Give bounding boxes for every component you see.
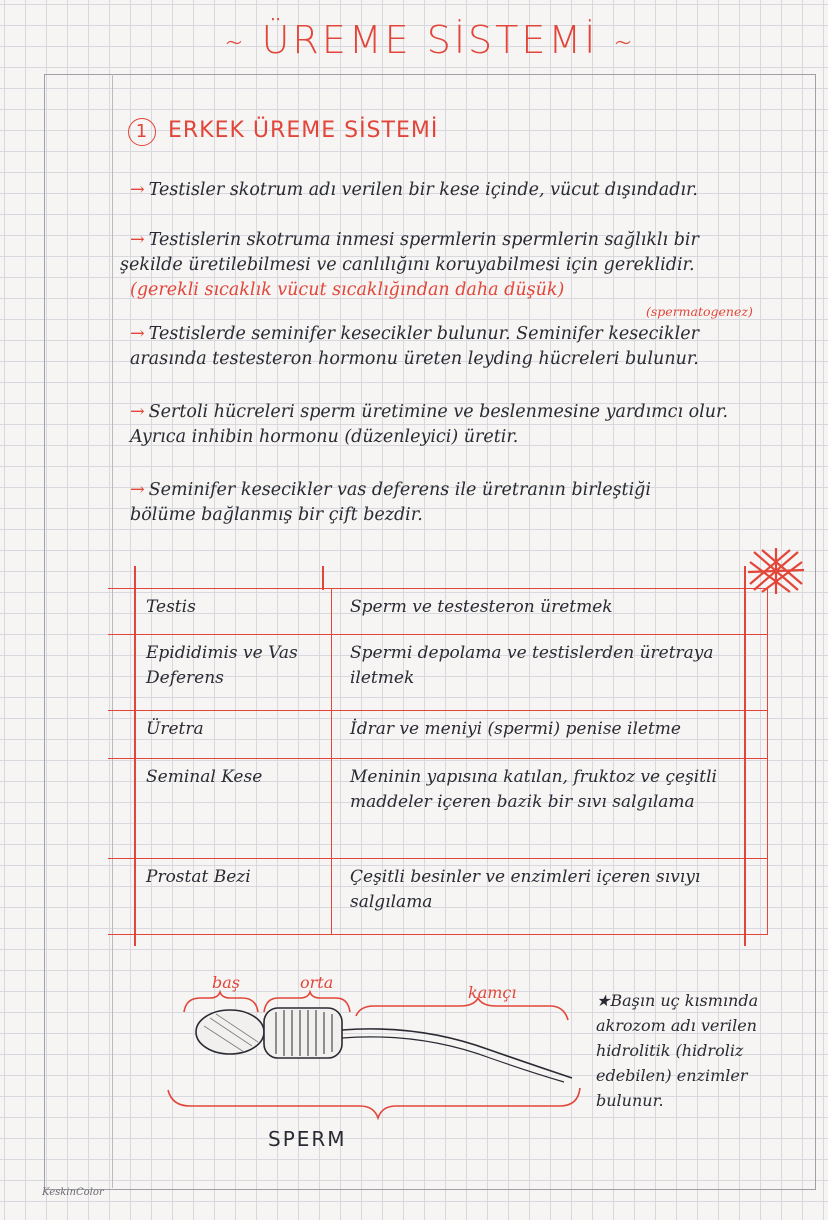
sperm-tail-icon bbox=[342, 1029, 572, 1078]
brand-watermark: KeskinColor bbox=[42, 1187, 104, 1198]
table-row bbox=[108, 711, 768, 759]
paragraph-3 bbox=[130, 322, 810, 372]
section-number: 1 bbox=[128, 118, 156, 146]
label-tail: kamçı bbox=[468, 983, 517, 1002]
wave-decoration-right-icon: ∼ bbox=[613, 26, 636, 61]
paragraph-line: (gerekli sıcaklık vücut sıcaklığından daha düşük) bbox=[130, 280, 565, 300]
function-cell: Meninin yapısına katılan, fruktoz ve çeşitli maddeler içeren bazik bir sıvı salgılama bbox=[332, 759, 768, 859]
arrow-icon: → bbox=[130, 480, 145, 500]
paragraph-line: → Testisler skotrum adı verilen bir kese içinde, vücut dışındadır. bbox=[130, 180, 698, 200]
arrow-icon: → bbox=[130, 180, 145, 200]
paragraph-line: → Seminifer kesecikler vas deferens ile üretranın birleştiği bbox=[130, 480, 651, 500]
label-sperm: SPERM bbox=[268, 1127, 347, 1151]
arrow-icon: → bbox=[130, 324, 145, 344]
function-cell: Spermi depolama ve testislerden üretraya iletmek bbox=[332, 635, 768, 711]
label-head: baş bbox=[212, 973, 240, 992]
table-row bbox=[108, 635, 768, 711]
arrow-icon: → bbox=[130, 230, 145, 250]
organ-cell: Epididimis ve Vas Deferens bbox=[108, 635, 332, 711]
paragraph-line: arasında testesteron hormonu üreten leyding hücreleri bulunur. bbox=[130, 349, 699, 369]
paragraph-line: Ayrıca inhibin hormonu (düzenleyici) üretir. bbox=[130, 427, 519, 447]
brace-bottom-icon bbox=[168, 1088, 580, 1118]
spermatogenez-note: (spermatogenez) bbox=[646, 304, 753, 319]
organ-cell: Prostat Bezi bbox=[108, 859, 332, 935]
wave-decoration-left-icon: ∼ bbox=[224, 26, 247, 61]
function-cell: Çeşitli besinler ve enzimleri içeren sıvıyı salgılama bbox=[332, 859, 768, 935]
paragraph-line: → Testislerin skotruma inmesi spermlerin spermlerin sağlıklı bir bbox=[130, 230, 699, 250]
section-heading bbox=[128, 118, 438, 146]
paragraph-line: bölüme bağlanmış bir çift bezdir. bbox=[130, 505, 423, 525]
sperm-tail-outline-icon bbox=[342, 1037, 564, 1082]
paragraph-4 bbox=[130, 400, 810, 450]
organ-function-table bbox=[108, 588, 768, 935]
sperm-diagram bbox=[160, 966, 600, 1156]
organ-cell: Seminal Kese bbox=[108, 759, 332, 859]
function-cell: Sperm ve testesteron üretmek bbox=[332, 589, 768, 635]
table-row bbox=[108, 859, 768, 935]
paragraph-2 bbox=[120, 228, 810, 303]
paragraph-line: şekilde üretilebilmesi ve canlılığını koruyabilmesi için gereklidir. bbox=[120, 255, 695, 275]
paragraph-line: → Testislerde seminifer kesecikler bulunur. Seminifer kesecikler bbox=[130, 324, 699, 344]
table-row bbox=[108, 759, 768, 859]
paragraph-line: → Sertoli hücreleri sperm üretimine ve beslenmesine yardımcı olur. bbox=[130, 402, 729, 422]
table-row bbox=[108, 589, 768, 635]
paragraph-5 bbox=[130, 478, 810, 528]
section-heading-text: ERKEK ÜREME SİSTEMİ bbox=[168, 118, 439, 143]
sperm-head-icon bbox=[196, 1010, 264, 1054]
organ-cell: Testis bbox=[108, 589, 332, 635]
label-middle: orta bbox=[300, 973, 334, 992]
acrosome-note: ★Başın uç kısmında akrozom adı verilen hidrolitik (hidroliz edebilen) enzimler bulunur. bbox=[596, 991, 759, 1110]
arrow-icon: → bbox=[130, 402, 145, 422]
organ-cell: Üretra bbox=[108, 711, 332, 759]
page-title-text: ÜREME SİSTEMİ bbox=[261, 18, 599, 62]
paragraph-1 bbox=[130, 178, 810, 203]
table-column-divider bbox=[322, 566, 324, 590]
page-title bbox=[180, 18, 680, 68]
function-cell: İdrar ve meniyi (spermi) penise iletme bbox=[332, 711, 768, 759]
